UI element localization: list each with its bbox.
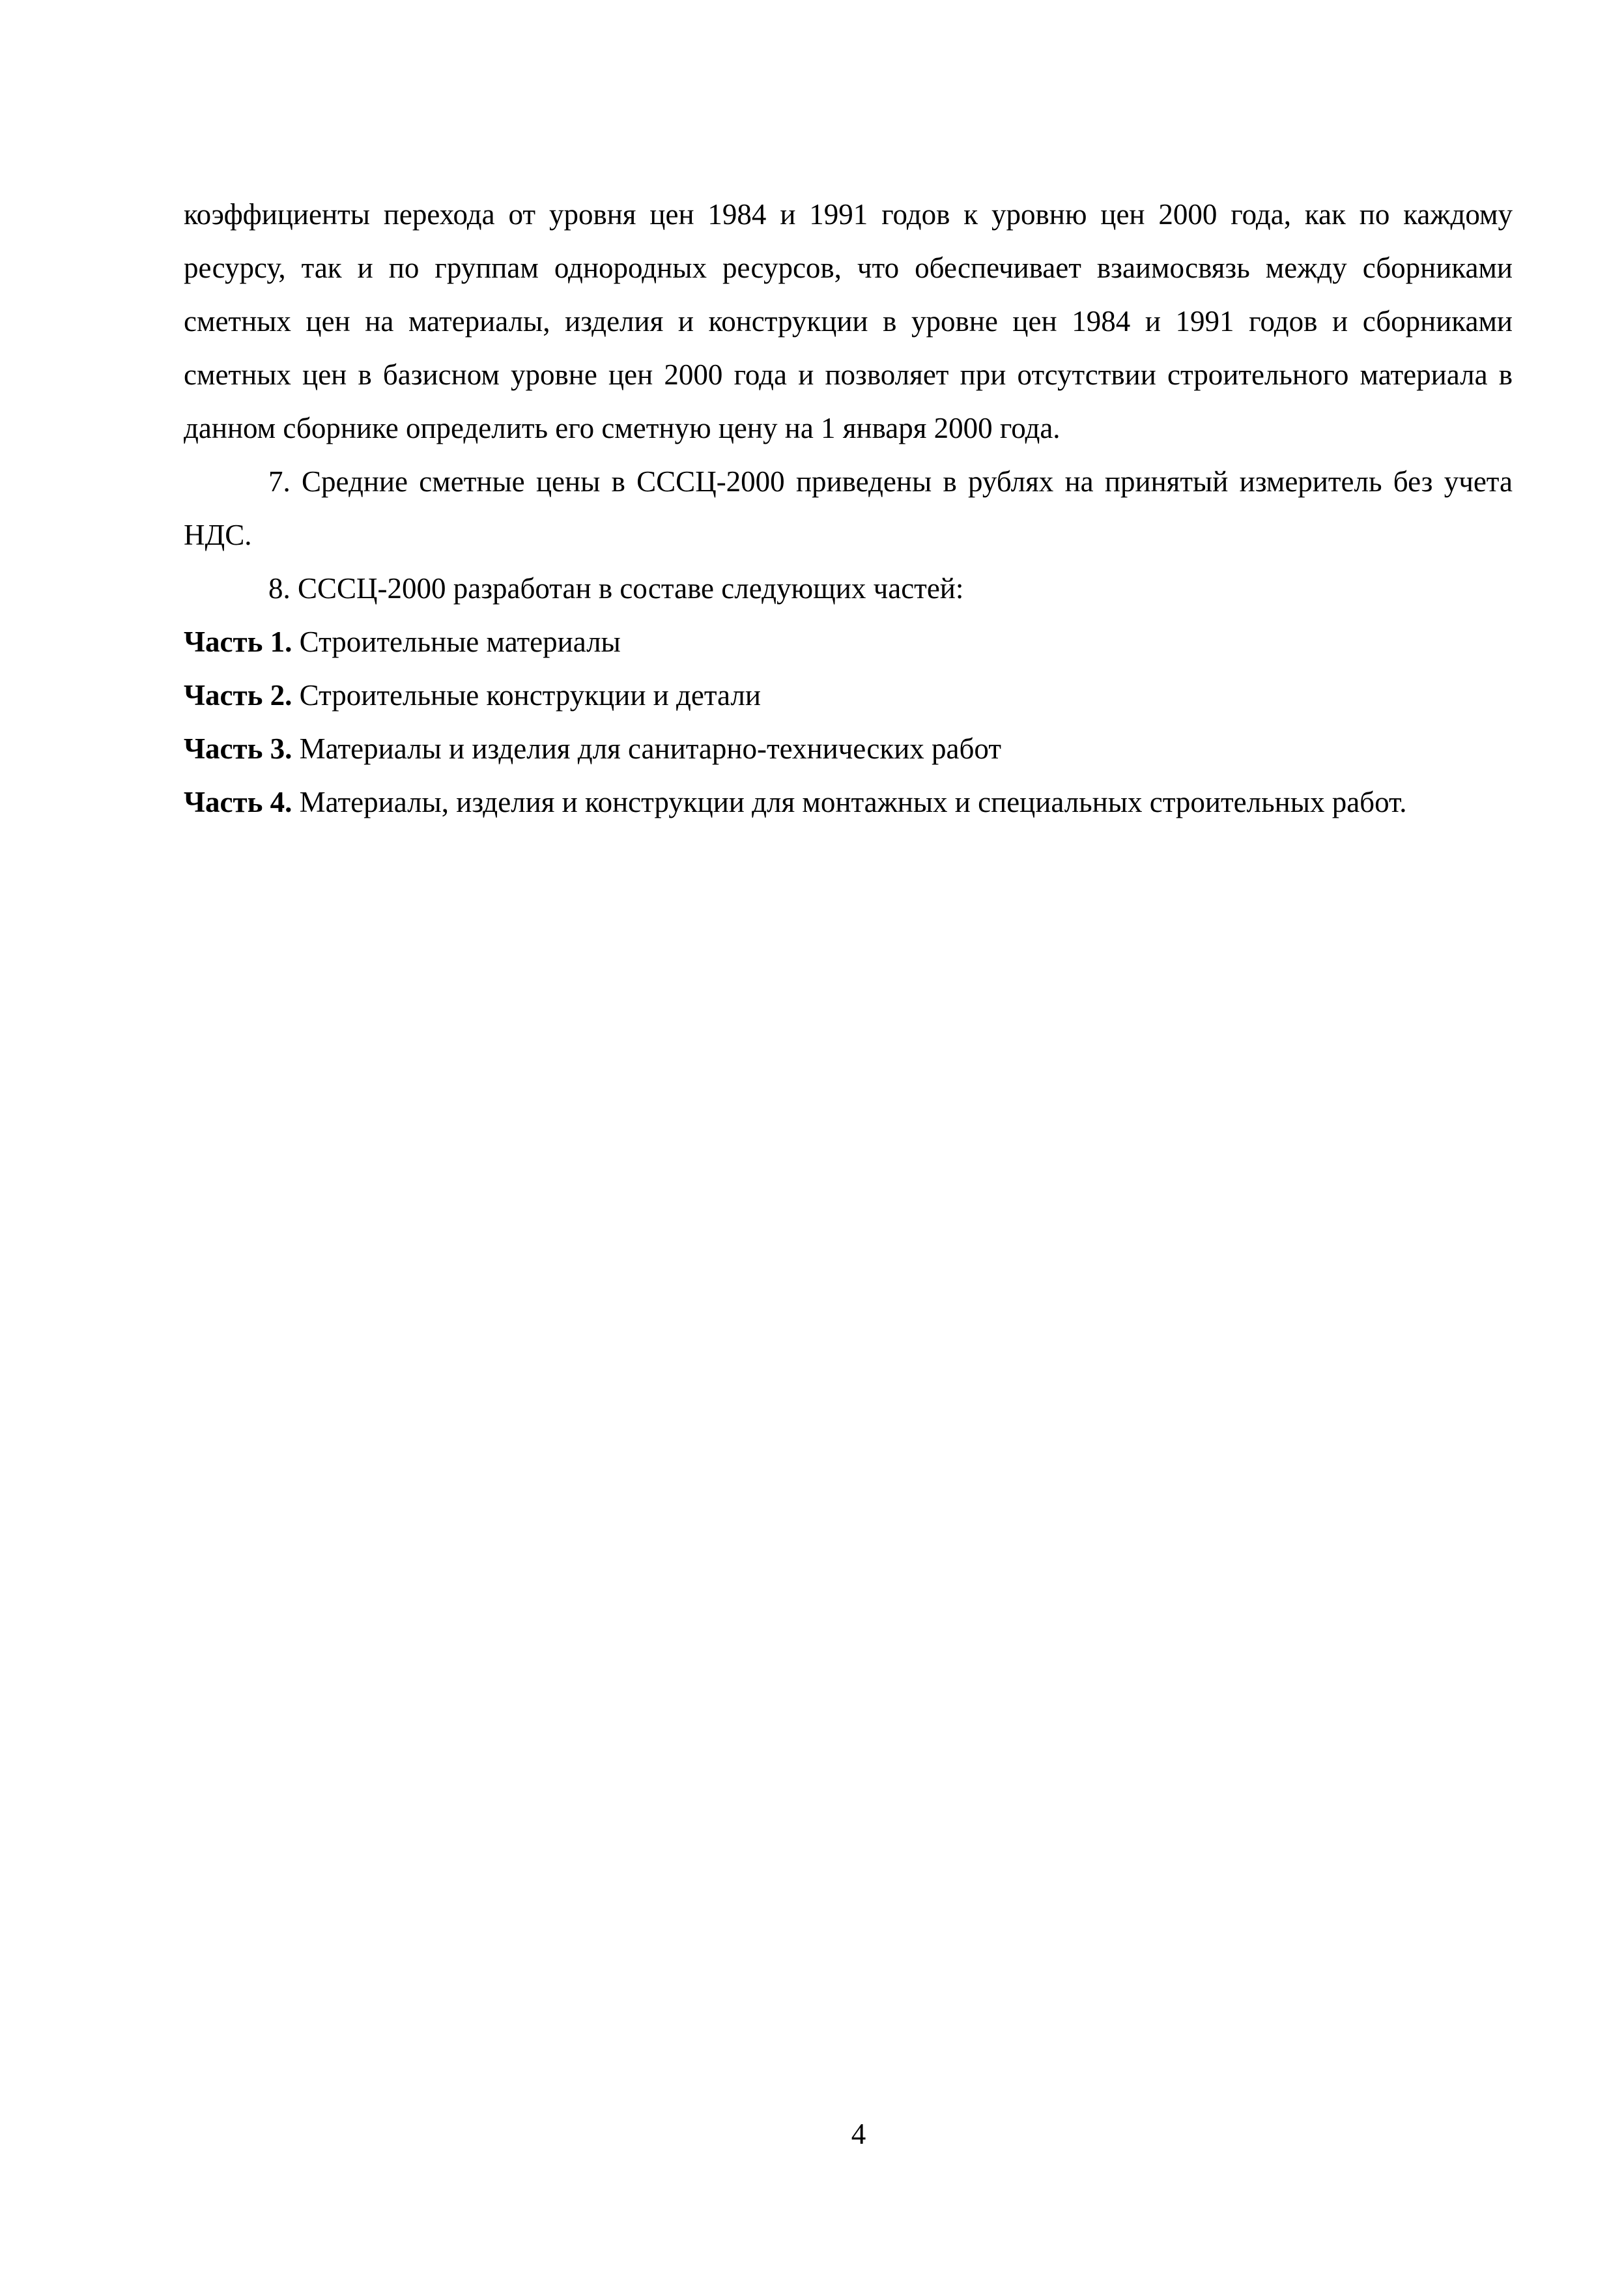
part-4-title: Материалы, изделия и конструкции для монтажных и специальных строительных работ. [299, 786, 1407, 818]
part-1-title: Строительные материалы [299, 626, 621, 658]
part-3-title: Материалы и изделия для санитарно-технических работ [299, 732, 1001, 765]
part-1-line [184, 615, 1513, 669]
paragraph-continuation: коэффициенты перехода от уровня цен 1984 и 1991 годов к уровню цен 2000 года, как по каждому ресурсу, так и по группам однородных ресурсов, что обеспечивает взаимосвязь между сборниками сметных цен на материалы, изделия и конструкции в уровне цен 1984 и 1991 годов и сборниками сметных цен в базисном уровне цен 2000 года и позволяет при отсутствии строительного материала в данном сборнике определить его сметную цену на 1 января 2000 года. [184, 198, 1513, 444]
page-number: 4 [851, 2118, 866, 2150]
part-2-label: Часть 2. [184, 679, 292, 712]
part-1-label: Часть 1. [184, 626, 292, 658]
part-4-label: Часть 4. [184, 786, 292, 818]
part-3-line [184, 722, 1513, 775]
part-4-line [184, 775, 1513, 829]
part-3-label: Часть 3. [184, 732, 292, 765]
document-body [184, 188, 1513, 829]
paragraph-8: 8. СССЦ-2000 разработан в составе следующих частей: [268, 572, 964, 605]
part-2-line [184, 669, 1513, 722]
part-2-title: Строительные конструкции и детали [299, 679, 761, 712]
paragraph-7: 7. Средние сметные цены в СССЦ-2000 приведены в рублях на принятый измеритель без учета НДС. [184, 465, 1513, 551]
